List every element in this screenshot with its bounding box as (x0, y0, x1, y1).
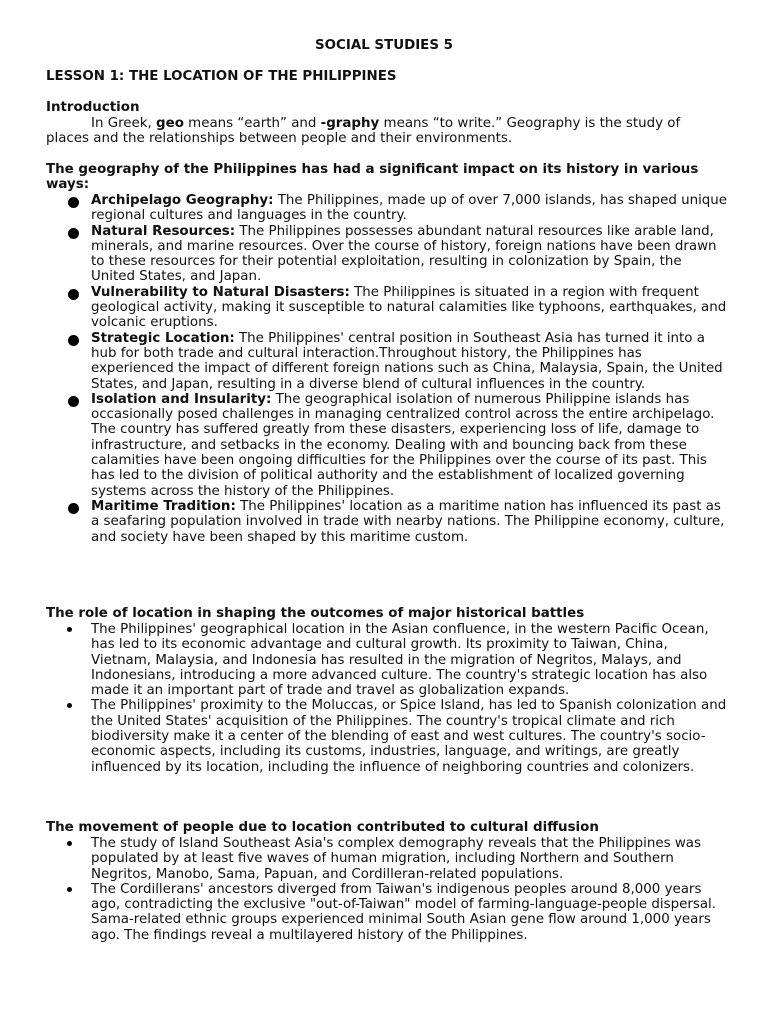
bullet-icon (67, 887, 72, 892)
bullet-icon (68, 289, 79, 300)
list-item (0, 622, 768, 698)
list-item (0, 285, 768, 331)
list-item-text: The Philippines is situated in a region with frequent geological activity, making it susceptible to natural calamities like typhoons, earthquakes, and volcanic eruptions. (91, 284, 727, 331)
bullet-icon (67, 841, 72, 846)
cultural-diffusion-list (0, 836, 768, 943)
list-item (0, 193, 768, 224)
geography-impact-list (0, 193, 768, 545)
list-item-term: Maritime Tradition: (91, 498, 236, 514)
list-item-text: The Philippines' geographical location in the Asian confluence, in the western Pacific Ocean, has led to its economic advantage and cultural growth. Its proximity to Taiwan, China, Vietnam, Malaysia, and Indonesia has resulted in the migration of Negritos, Malays, and Indonesians, introducing a more advanced culture. The country's strategic location has also made it an important part of trade and travel as globalization expands. (91, 622, 709, 699)
list-item (0, 836, 768, 882)
list-item-text: The Philippines possesses abundant natural resources like arable land, minerals, and marine resources. Over the course of history, foreign nations have been drawn to these resources for their potential exploitation, resulting in colonization by Spain, the United States, and Japan. (91, 223, 717, 285)
bullet-icon (68, 228, 79, 239)
intro-term-graphy: -graphy (320, 116, 380, 131)
list-item-term: Strategic Location: (91, 330, 235, 346)
list-item (0, 882, 768, 943)
intro-term-geo: geo (156, 116, 184, 131)
list-item-text: The Philippines, made up of over 7,000 islands, has shaped unique regional cultures and languages in the country. (91, 193, 728, 224)
list-item (0, 698, 768, 774)
list-item-term: Isolation and Insularity: (91, 391, 272, 407)
section-heading-geography-impact: The geography of the Philippines has had a significant impact on its history in various ways: (46, 162, 699, 193)
introduction-heading: Introduction (46, 100, 140, 115)
document-title: SOCIAL STUDIES 5 (315, 38, 453, 53)
list-item (0, 331, 768, 392)
section-heading-cultural-diffusion: The movement of people due to location contributed to cultural diffusion (46, 820, 599, 835)
list-item (0, 392, 768, 499)
intro-text-2: means “earth” and (183, 116, 321, 131)
bullet-icon (68, 335, 79, 346)
list-item-text: The geographical isolation of numerous Philippine islands has occasionally posed challenges in managing centralized control across the entire archipelago. The country has suffered greatly from these disasters, experiencing loss of life, damage to infrastructure, and setbacks in the economy. Dealing with and bouncing back from these calamities have been ongoing difficulties for the Philippines over the course of its past. This has led to the division of political authority and the establishment of localized governing systems across the history of the Philippines. (91, 391, 715, 499)
list-item-text: The study of Island Southeast Asia's complex demography reveals that the Philippines was populated by at least five waves of human migration, including Northern and Southern Negritos, Manobo, Sama, Papuan, and Cordilleran-related populations. (91, 836, 701, 882)
bullet-icon (68, 503, 79, 514)
bullet-icon (67, 703, 72, 708)
bullet-icon (68, 396, 79, 407)
bullet-icon (67, 627, 72, 632)
list-item-text: The Philippines' proximity to the Moluccas, or Spice Island, has led to Spanish colonization and the United States' acquisition of the Philippines. The country's tropical climate and rich biodiversity make it a center of the blending of east and west cultures. The country's socio-economic aspects, including its customs, industries, language, and writings, are greatly influenced by its location, including the influence of neighboring countries and colonizers. (91, 698, 727, 775)
intro-text-1: In Greek, (91, 116, 157, 131)
list-item-text: The Philippines' location as a maritime nation has influenced its past as a seafaring population involved in trade with nearby nations. The Philippine economy, culture, and society have been shaped by this maritime custom. (91, 498, 725, 545)
list-item (0, 499, 768, 545)
section-heading-historical-battles: The role of location in shaping the outcomes of major historical battles (46, 606, 585, 621)
list-item-term: Vulnerability to Natural Disasters: (91, 284, 350, 300)
list-item-term: Archipelago Geography: (91, 193, 274, 208)
list-item-term: Natural Resources: (91, 223, 236, 239)
list-item-text: The Cordillerans' ancestors diverged from Taiwan's indigenous peoples around 8,000 years ago, contradicting the exclusive "out-of-Taiwan" model of farming-language-people dispersal. Sama-related ethnic groups experienced minimal South Asian gene flow around 1,000 years ago. The findings reveal a multilayered history of the Philippines. (91, 881, 717, 943)
list-item-text: The Philippines' central position in Southeast Asia has turned it into a hub for both trade and cultural interaction.Throughout history, the Philippines has experienced the impact of different foreign nations such as China, Malaysia, Spain, the United States, and Japan, resulting in a diverse blend of cultural influences in the country. (91, 330, 723, 392)
list-item (0, 224, 768, 285)
bullet-icon (68, 197, 79, 208)
historical-battles-list (0, 622, 768, 775)
lesson-title: LESSON 1: THE LOCATION OF THE PHILIPPINES (46, 69, 397, 84)
intro-text-3: means “to write.” Geography is the study of places and the relationships between people and their environments. (46, 116, 681, 147)
introduction-paragraph (46, 116, 726, 147)
